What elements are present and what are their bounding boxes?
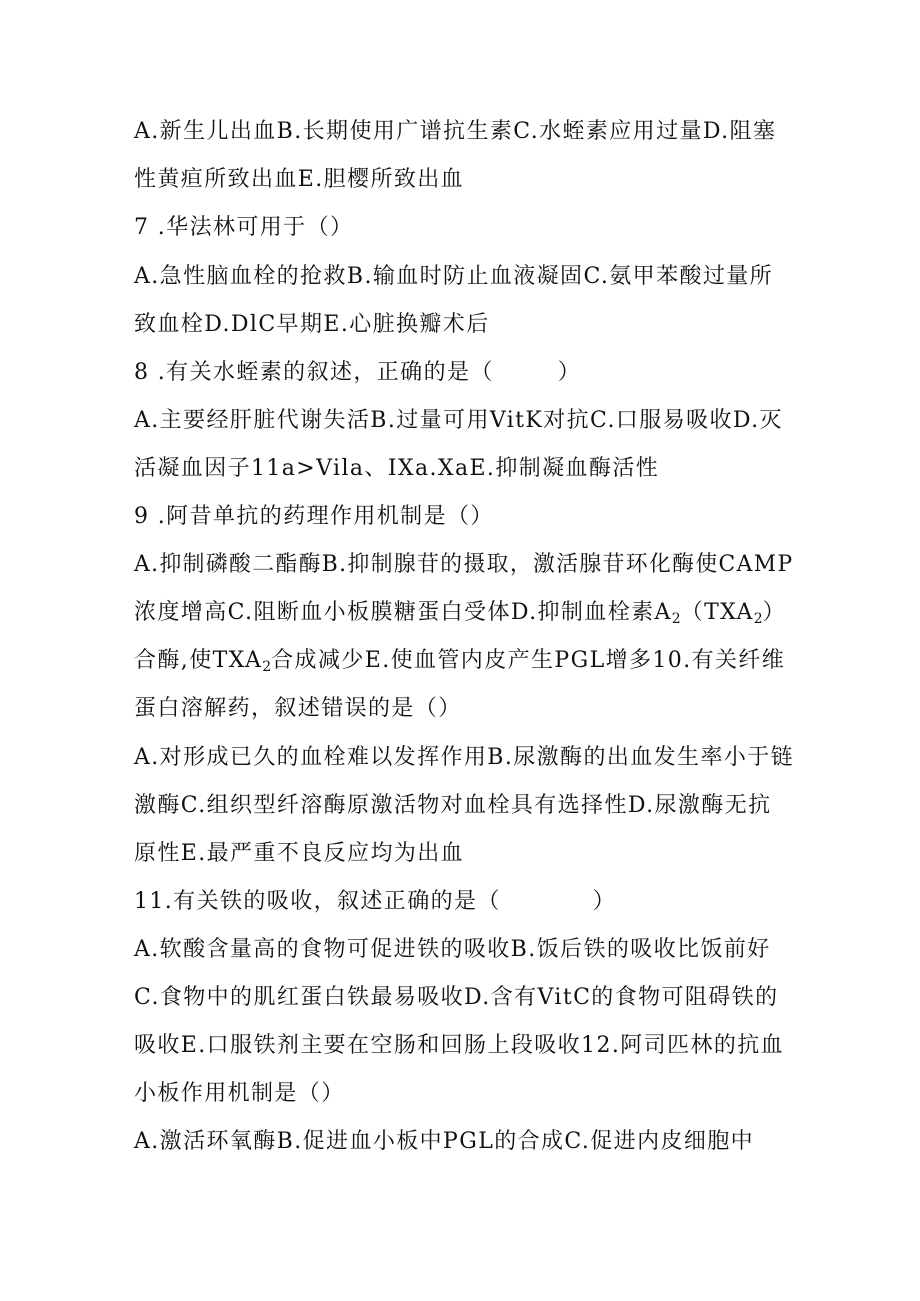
text-line: 活凝血因子11a>Vila、IXa.XaE.抑制凝血酶活性 — [134, 456, 660, 481]
text-line: A.急性脑血栓的抢救B.输血时防止血液凝固C.氨甲苯酸过量所 — [134, 264, 774, 289]
text-line: 小板作用机制是（） — [134, 1081, 345, 1106]
text-line: A.主要经肝脏代谢失活B.过量可用VitK对抗C.口服易吸收D.灭 — [134, 408, 783, 433]
question-11-close: ） — [592, 889, 617, 914]
text-segment: 合酶,使TXA — [134, 648, 263, 673]
text-line: 吸收E.口服铁剂主要在空肠和回肠上段吸收12.阿司匹林的抗血 — [134, 1033, 785, 1058]
question-11-text: 11.有关铁的吸收，叙述正确的是（ — [134, 889, 501, 914]
text-segment: 浓度增高C.阻断血小板膜糖蛋白受体D.抑制血栓素A — [134, 600, 672, 625]
text-segment: 合成减少E.使血管内皮产生PGL增多10.有关纤维 — [271, 648, 786, 673]
subscript: 2 — [262, 659, 272, 675]
text-segment: （TXA — [680, 600, 754, 625]
text-line: A.软酸含量高的食物可促进铁的吸收B.饭后铁的吸收比饭前好 — [134, 937, 771, 962]
text-line: 性黄疸所致出血E.胆樱所致出血 — [134, 167, 465, 192]
text-line: 激酶C.组织型纤溶酶原激活物对血栓具有选择性D.尿激酶无抗 — [134, 793, 772, 818]
text-line: 原性E.最严重不良反应均为出血 — [134, 841, 465, 866]
question-8-text: 8 .有关水蛭素的叙述，正确的是（ — [134, 360, 494, 385]
question-11 — [134, 887, 794, 917]
text-line — [134, 646, 794, 682]
text-segment: ） — [762, 600, 787, 625]
text-line: 致血栓D.DlC早期E.心脏换瓣术后 — [134, 312, 490, 337]
text-line: C.食物中的肌红蛋白铁最易吸收D.含有VitC的食物可阻碍铁的 — [134, 985, 779, 1010]
text-line: A.新生儿出血B.长期使用广谱抗生素C.水蛭素应用过量D.阻塞 — [134, 119, 777, 144]
question-9: 9 .阿昔单抗的药理作用机制是（） — [134, 504, 494, 529]
subscript: 2 — [753, 611, 763, 627]
text-line: A.对形成已久的血栓难以发挥作用B.尿激酶的出血发生率小于链 — [134, 745, 795, 770]
text-line: A.激活环氧酶B.促进血小板中PGL的合成C.促进内皮细胞中 — [134, 1129, 755, 1154]
text-line: A.抑制磷酸二酯酶B.抑制腺苷的摄取，激活腺苷环化酶使CAMP — [134, 552, 794, 577]
text-line — [134, 598, 794, 634]
subscript: 2 — [671, 611, 681, 627]
question-7: 7 .华法林可用于（） — [134, 215, 354, 240]
text-line: 蛋白溶解药，叙述错误的是（） — [134, 696, 462, 721]
question-8 — [134, 358, 794, 388]
question-8-close: ） — [557, 360, 582, 385]
